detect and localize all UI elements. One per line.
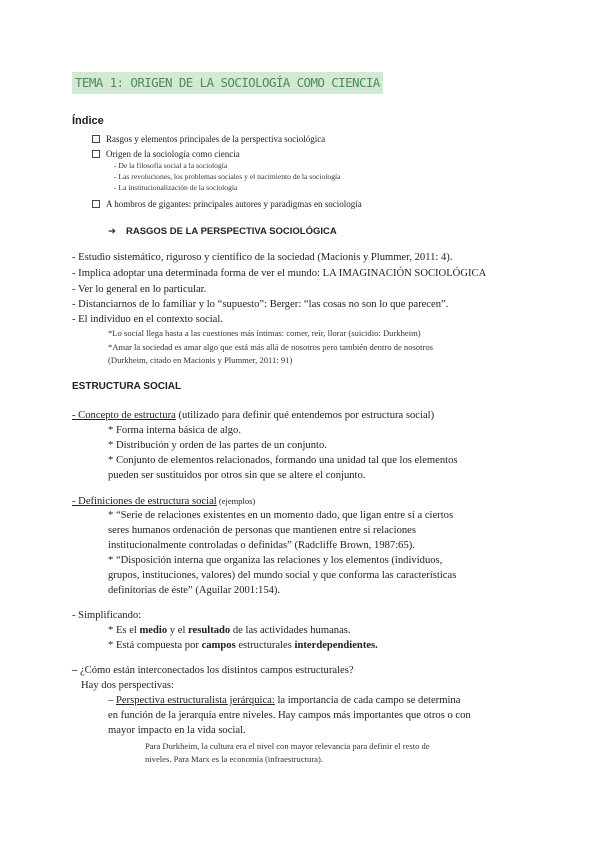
note-line: Para Durkheim, la cultura era el nivel con mayor relevancia para definir el resto de (145, 741, 430, 751)
concept-point: * Conjunto de elementos relacionados, formando una unidad tal que los elementos (108, 455, 458, 466)
concept-line: - Concepto de estructura (utilizado para definir qué entendemos por estructura social) (72, 410, 435, 421)
checkbox-icon[interactable] (92, 200, 100, 208)
note-line: *Amar la sociedad es amar algo que está más allá de nosotros pero también dentro de nosotros (108, 342, 434, 352)
index-subitem: - Las revoluciones, los problemas sociales y el nacimiento de la sociología (114, 172, 341, 181)
definition-line: seres humanos ordenación de personas que mantienen entre sí relaciones (108, 525, 416, 536)
index-item-label: Rasgos y elementos principales de la perspectiva sociológica (106, 134, 326, 144)
page-title: TEMA 1: ORIGEN DE LA SOCIOLOGÍA COMO CIENCIA (72, 72, 383, 94)
section-heading-estructura: ESTRUCTURA SOCIAL (72, 381, 182, 392)
question-line: – ¿Cómo están interconectados los distintos campos estructurales? (72, 665, 354, 676)
index-subitem: - La institucionalización de la sociología (114, 183, 238, 192)
index-item (92, 198, 362, 210)
question-intro: Hay dos perspectivas: (81, 680, 174, 691)
definitions-line: - Definiciones de estructura social (ejemplos) (72, 496, 256, 507)
definition-line: * “Disposición interna que organiza las relaciones y los elementos (individuos, (108, 555, 443, 566)
index-heading: Índice (72, 115, 104, 127)
perspective-line: – Perspectiva estructuralista jerárquica: la importancia de cada campo se determina (108, 695, 461, 706)
index-subitem: - De la filosofía social a la sociología (114, 161, 228, 170)
list-item: - Ver lo general en lo particular. (72, 284, 207, 295)
definition-line: definitorias de éste” (Aguilar 2001:154). (108, 585, 281, 596)
concept-point: pueden ser sustituidos por otros sin que se altere el conjunto. (108, 470, 366, 481)
note-line: niveles. Para Marx es la economía (infraestructura). (145, 754, 324, 764)
note-line: (Durkheim, citado en Macionis y Plummer, 2011: 91) (108, 355, 293, 365)
index-item (92, 148, 240, 160)
definition-line: * “Serie de relaciones existentes en un momento dado, que ligan entre sí a ciertos (108, 510, 454, 521)
concept-point: * Distribución y orden de las partes de un conjunto. (108, 440, 327, 451)
simplify-line: * Está compuesta por campos estructurales interdependientes. (108, 640, 378, 651)
list-item: - Implica adoptar una determinada forma de ver el mundo: LA IMAGINACIÓN SOCIOLÓGICA (72, 268, 487, 279)
list-item: - Distanciarnos de lo familiar y lo “supuesto”: Berger: “las cosas no son lo que parecen”. (72, 299, 449, 310)
index-item (92, 133, 325, 145)
list-item: - Estudio sistemático, riguroso y científico de la sociedad (Macionis y Plummer, 2011: 4). (72, 252, 453, 263)
arrow-right-icon: ➔ (108, 226, 116, 237)
list-item: - El individuo en el contexto social. (72, 314, 223, 325)
checkbox-icon[interactable] (92, 135, 100, 143)
index-item-label: A hombros de gigantes: principales autores y paradigmas en sociología (106, 199, 362, 209)
perspective-line: mayor impacto en la vida social. (108, 725, 246, 736)
checkbox-icon[interactable] (92, 150, 100, 158)
note-line: *Lo social llega hasta a las cuestiones más íntimas: comer, reír, llorar (suicidio: Durkheim) (108, 328, 421, 338)
simplify-label: - Simplificando: (72, 610, 142, 621)
simplify-line: * Es el medio y el resultado de las actividades humanas. (108, 625, 351, 636)
concept-point: * Forma interna básica de algo. (108, 425, 241, 436)
index-item-label: Origen de la sociología como ciencia (106, 149, 240, 159)
definition-line: grupos, instituciones, valores) del mundo social y que conforma las características (108, 570, 457, 581)
section-heading-rasgos: ➔ RASGOS DE LA PERSPECTIVA SOCIOLÓGICA (108, 226, 337, 237)
definition-line: institucionalmente controladas o definidas” (Radcliffe Brown, 1987:65). (108, 540, 415, 551)
perspective-line: en función de la jerarquía entre niveles. Hay campos más importantes que otros o con (108, 710, 471, 721)
